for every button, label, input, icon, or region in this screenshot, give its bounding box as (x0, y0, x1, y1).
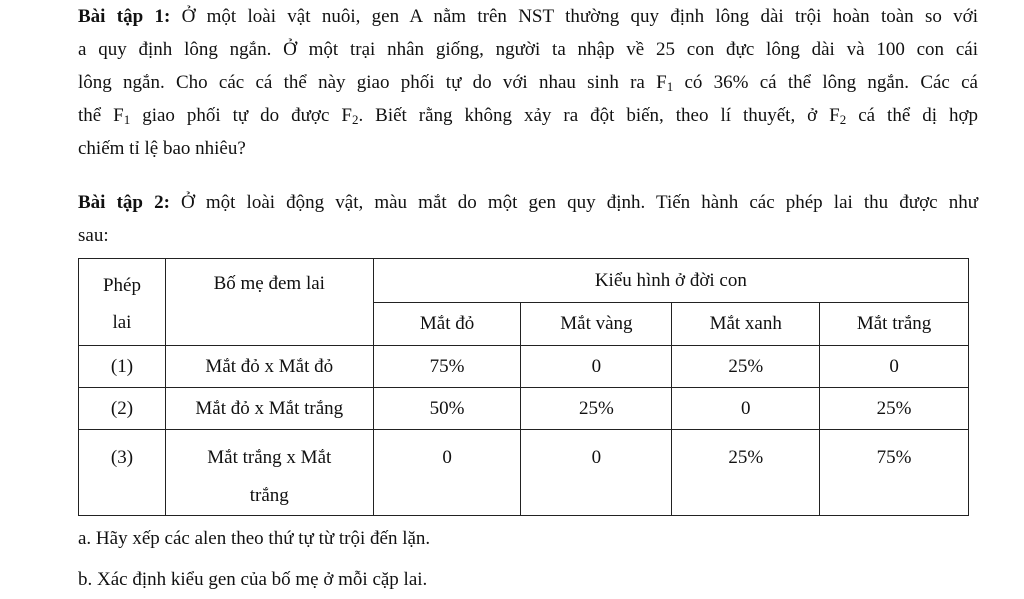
table-row (79, 430, 969, 516)
header-cross: Phép lai (79, 259, 166, 346)
cell-value: 0 (820, 346, 969, 388)
header-offspring: Kiểu hình ở đời con (373, 259, 968, 303)
exercise-1-line-3: lông ngắn. Cho các cá thể này giao phối tự do với nhau sinh ra $F_1$ có 36% cá thể lông ngắn. Các cá (78, 72, 978, 94)
cell-value: 0 (521, 430, 672, 516)
cell-value: 25% (521, 388, 672, 430)
cell-value: 25% (672, 346, 820, 388)
exercise-1-line-4: thể $F_1$ giao phối tự do được $F_2$. Biết rằng không xảy ra đột biến, theo lí thuyết, ở $F_2$ cá thể dị hợp (78, 105, 979, 127)
cell-value: 75% (373, 346, 521, 388)
question-b: b. Xác định kiểu gen của bố mẹ ở mỗi cặp lai. (78, 569, 428, 590)
cell-value: 50% (373, 388, 521, 430)
exercise-2-line-1: Bài tập 2: Ở một loài động vật, màu mắt do một gen quy định. Tiến hành các phép lai thu được như (78, 192, 978, 213)
cross-id: (1) (79, 346, 166, 388)
cell-value: 25% (672, 430, 820, 516)
cross-parents: Mắt đỏ x Mắt trắng (165, 388, 373, 430)
header-phenotype: Mắt đỏ (373, 303, 521, 346)
cell-value: 75% (820, 430, 969, 516)
exercise-1-line-1: Bài tập 1: Ở một loài vật nuôi, gen A nằm trên NST thường quy định lông dài trội hoàn toàn so với (78, 6, 978, 27)
header-phenotype: Mắt vàng (521, 303, 672, 346)
table-row (79, 346, 969, 388)
cell-value: 0 (373, 430, 521, 516)
cross-parents: Mắt trắng x Mắt trắng (165, 430, 373, 516)
cell-value: 0 (521, 346, 672, 388)
exercise-1-line-5: chiếm tỉ lệ bao nhiêu? (78, 138, 246, 159)
cross-parents: Mắt đỏ x Mắt đỏ (165, 346, 373, 388)
cell-value: 25% (820, 388, 969, 430)
cross-id: (2) (79, 388, 166, 430)
exercise-2 (78, 186, 978, 252)
question-a: a. Hãy xếp các alen theo thứ tự từ trội đến lặn. (78, 528, 431, 549)
exercise-1-title: Bài tập 1: (78, 6, 171, 27)
table-row (79, 388, 969, 430)
header-parents: Bố mẹ đem lai (165, 259, 373, 346)
cross-id: (3) (79, 430, 166, 516)
exercise-1-line-2: a quy định lông ngắn. Ở một trại nhân giống, người ta nhập về 25 con đực lông dài và 100 con cái (78, 39, 978, 60)
table-header-row (79, 259, 969, 303)
cell-value: 0 (672, 388, 820, 430)
header-phenotype: Mắt trắng (820, 303, 969, 346)
cross-results-table (78, 258, 969, 516)
exercise-2-line-2: sau: (78, 225, 109, 246)
exercise-2-title: Bài tập 2: (78, 192, 170, 213)
exercise-1 (78, 0, 978, 165)
header-phenotype: Mắt xanh (672, 303, 820, 346)
